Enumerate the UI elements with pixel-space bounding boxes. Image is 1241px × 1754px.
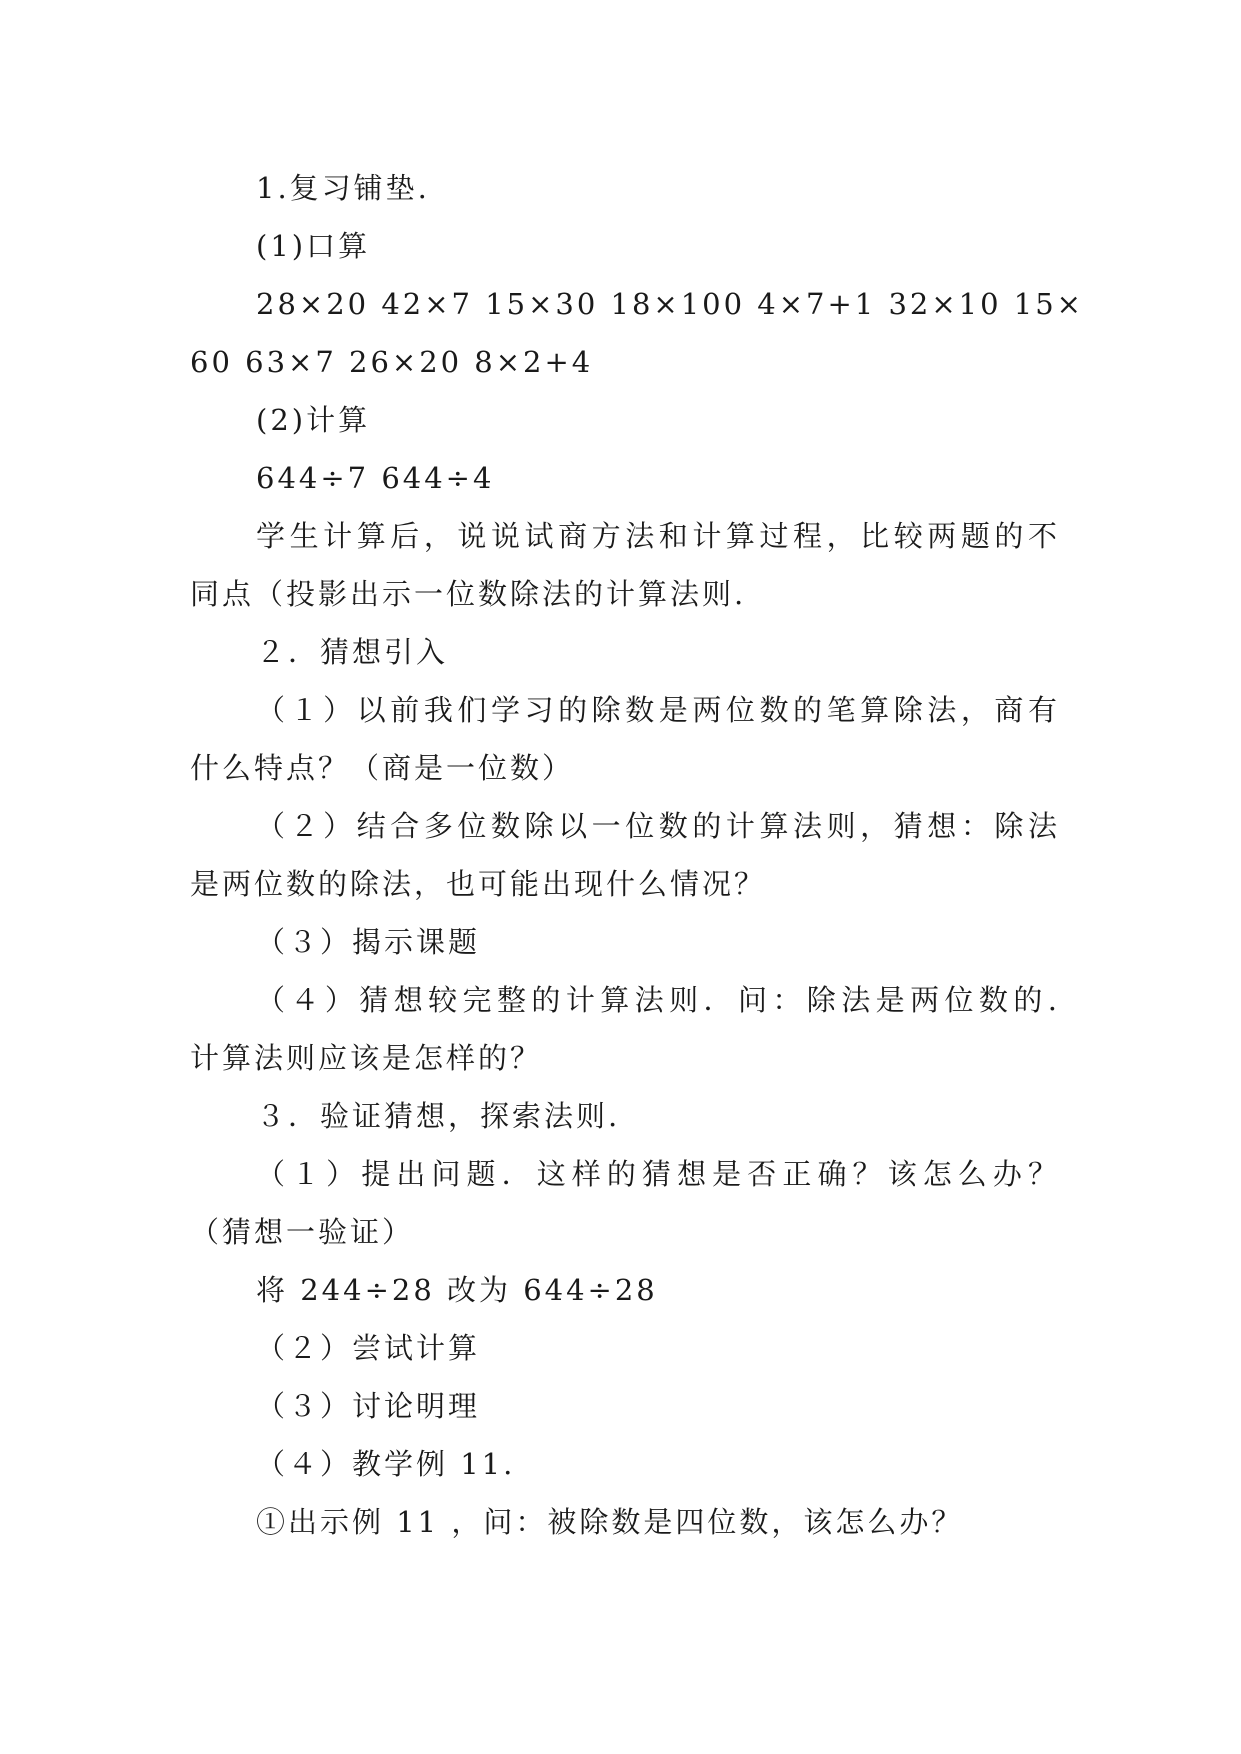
paragraph-line: （１）提出问题．这样的猜想是否正确？该怎么办？ (256, 1157, 1060, 1191)
paragraph-line: （１）以前我们学习的除数是两位数的笔算除法，商有 (256, 693, 1060, 727)
paragraph-line: （２）尝试计算 (256, 1331, 481, 1365)
oral-calc-line-1: 28×20 42×7 15×30 18×100 4×7+1 32×10 15× (256, 287, 1084, 321)
section-3-heading: ３．验证猜想，探索法则. (256, 1099, 621, 1133)
paragraph-line: （４）教学例 11. (256, 1447, 516, 1481)
paragraph-line: 什么特点？（商是一位数） (190, 751, 575, 785)
paragraph-line: （３）揭示课题 (256, 925, 481, 959)
subsection-oral-calc: (1)口算 (256, 229, 371, 263)
paragraph-line: 同点（投影出示一位数除法的计算法则. (190, 577, 747, 611)
paragraph-line: （２）结合多位数除以一位数的计算法则，猜想：除法 (256, 809, 1060, 843)
paragraph-line: 将 244÷28 改为 644÷28 (256, 1273, 658, 1307)
paragraph-line: 学生计算后，说说试商方法和计算过程，比较两题的不 (256, 519, 1060, 553)
calculate-problems: 644÷7 644÷4 (256, 461, 495, 495)
paragraph-line: 计算法则应该是怎样的？ (190, 1041, 543, 1075)
subsection-calculate: (2)计算 (256, 403, 371, 437)
paragraph-line: ①出示例 11 ，问：被除数是四位数，该怎么办？ (256, 1505, 964, 1539)
oral-calc-line-2: 60 63×7 26×20 8×2+4 (190, 345, 594, 379)
section-2-heading: ２．猜想引入 (256, 635, 449, 669)
section-1-heading: 1.复习铺垫. (256, 171, 430, 205)
paragraph-line: （猜想一验证） (190, 1215, 415, 1249)
paragraph-line: 是两位数的除法，也可能出现什么情况？ (190, 867, 767, 901)
paragraph-line: （４）猜想较完整的计算法则．问：除法是两位数的. (256, 983, 1060, 1017)
paragraph-line: （３）讨论明理 (256, 1389, 481, 1423)
